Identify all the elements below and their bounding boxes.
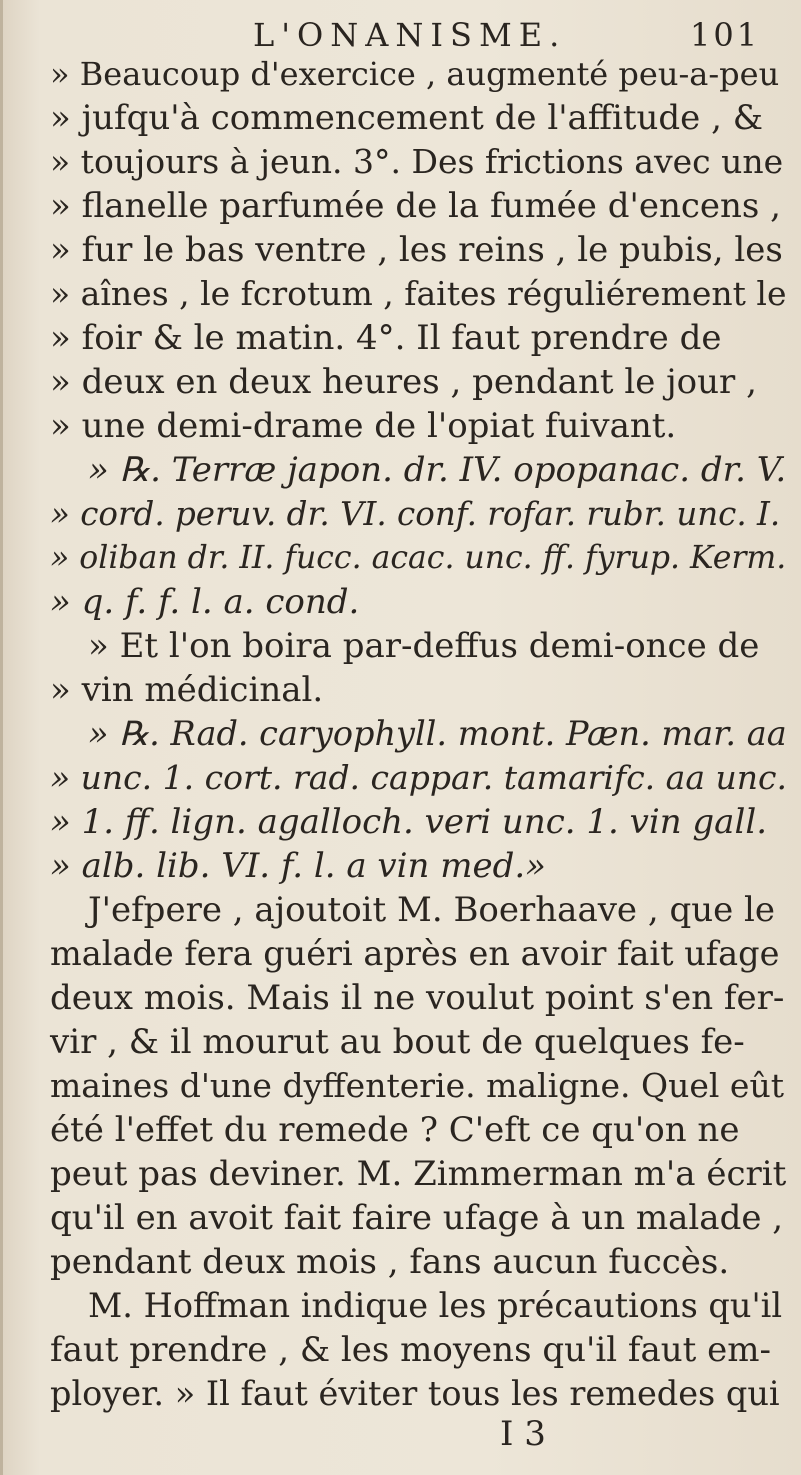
paragraph-line: pendant deux mois , fans aucun fuccès. <box>50 1242 730 1282</box>
paragraph-line: J'efpere , ajoutoit M. Boerhaave , que le <box>88 890 776 930</box>
text-line: » foir & le matin. 4°. Il faut prendre de <box>50 318 722 358</box>
paragraph-line: faut prendre , & les moyens qu'il faut em- <box>50 1330 771 1370</box>
signature-mark: I 3 <box>500 1414 546 1454</box>
text-line: » toujours à jeun. 3°. Des frictions avec une <box>50 142 784 181</box>
recipe-line: » alb. lib. VI. f. l. a vin med.» <box>50 846 546 886</box>
text-line: » flanelle parfumée de la fumée d'encens , <box>50 186 781 226</box>
running-title: L'ONANISME. <box>253 16 567 54</box>
page-header <box>0 10 801 54</box>
page-number: 101 <box>690 16 761 54</box>
recipe-line: » unc. 1. cort. rad. cappar. tamarifc. aa unc. <box>50 758 787 797</box>
text-line: » fur le bas ventre , les reins , le pubis, les <box>50 230 783 270</box>
text-line: » Et l'on boira par-deffus demi-once de <box>88 626 760 666</box>
paragraph-line: été l'effet du remede ? C'eft ce qu'on ne <box>50 1110 740 1150</box>
recipe-line: » ℞. Rad. caryophyll. mont. Pæn. mar. aa <box>88 714 787 753</box>
paragraph-line: maines d'une dyffenterie. maligne. Quel eût <box>50 1066 784 1105</box>
text-line: » une demi-drame de l'opiat fuivant. <box>50 406 677 446</box>
recipe-line: » cord. peruv. dr. VI. conf. rofar. rubr. unc. I. <box>50 495 781 533</box>
paragraph-line: malade fera guéri après en avoir fait ufage <box>50 934 780 973</box>
text-line: » vin médicinal. <box>50 670 324 710</box>
recipe-line: » ℞. Terræ japon. dr. IV. opopanac. dr. V. <box>88 450 787 490</box>
text-line: » aînes , le fcrotum , faites réguliérement le <box>50 274 787 313</box>
recipe-line: » q. f. f. l. a. cond. <box>50 582 360 622</box>
text-line: » deux en deux heures , pendant le jour , <box>50 362 757 402</box>
paragraph-line: ployer. » Il faut éviter tous les remedes qui <box>50 1374 780 1413</box>
paragraph-line: qu'il en avoit fait faire ufage à un malade , <box>50 1198 784 1238</box>
text-line: » Beaucoup d'exercice , augmenté peu-a-peu <box>50 55 780 93</box>
recipe-line: » 1. ff. lign. agalloch. veri unc. 1. vin gall. <box>50 802 768 842</box>
paragraph-line: peut pas deviner. M. Zimmerman m'a écrit <box>50 1154 787 1194</box>
page-edge <box>0 0 3 1475</box>
paragraph-line: M. Hoffman indique les précautions qu'il <box>88 1286 783 1325</box>
paragraph-line: deux mois. Mais il ne voulut point s'en fer- <box>50 978 785 1018</box>
text-line: » jufqu'à commencement de l'affitude , & <box>50 98 763 138</box>
paragraph-line: vir , & il mourut au bout de quelques fe- <box>50 1022 745 1062</box>
recipe-line: » oliban dr. II. fucc. acac. unc. ff. fyrup. Kerm. <box>50 540 787 576</box>
